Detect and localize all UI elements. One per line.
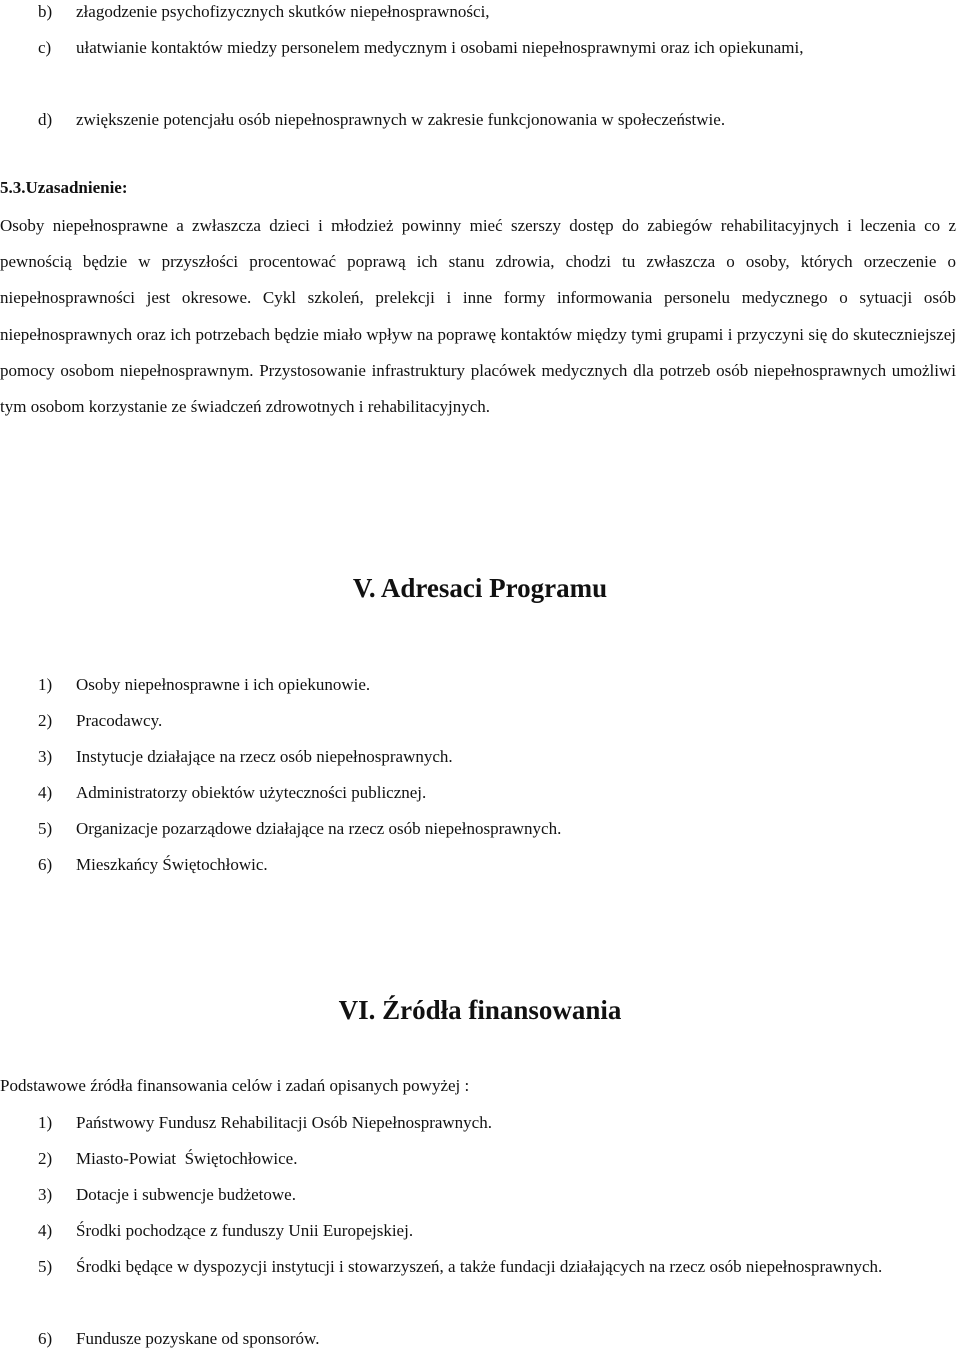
list-text: Instytucje działające na rzecz osób niepełnosprawnych.: [76, 747, 453, 766]
list-item: [0, 1213, 956, 1249]
list-marker: 3): [38, 747, 53, 766]
list-text: Środki pochodzące z funduszy Unii Europejskiej.: [76, 1221, 414, 1240]
funding-list: [0, 1105, 956, 1357]
list-item: [0, 1249, 956, 1321]
list-item: [0, 1105, 956, 1141]
list-item: [0, 739, 956, 775]
list-text: złagodzenie psychofizycznych skutków niepełnosprawności,: [76, 2, 490, 21]
list-item: [0, 102, 956, 138]
list-item: [0, 775, 956, 811]
list-text: Mieszkańcy Świętochłowic.: [76, 855, 268, 874]
list-marker: d): [38, 110, 53, 129]
list-marker: 2): [38, 711, 53, 730]
chapter-heading: VI. Źródła finansowania: [338, 995, 622, 1025]
list-item: [0, 811, 956, 847]
list-item: [0, 703, 956, 739]
list-item: [0, 1141, 956, 1177]
list-marker: 6): [38, 1329, 53, 1348]
list-marker: 1): [38, 1113, 53, 1132]
recipients-list: [0, 667, 956, 883]
list-item: [0, 30, 956, 102]
goals-list: [0, 0, 956, 138]
list-item: [0, 1177, 956, 1213]
list-text: Administratorzy obiektów użyteczności publicznej.: [76, 783, 427, 802]
section-body: Osoby niepełnosprawne a zwłaszcza dzieci i młodzież powinny mieć szerszy dostęp do zabiegów rehabilitacyjnych i leczenia co z pewnością będzie w przyszłości procentować poprawą ich stanu zdrowia, chodzi tu zwłaszcza o osoby, których orzeczenie o niepełnosprawności jest okresowe. Cykl szkoleń, prelekcji i inne formy informowania personelu medycznego o sytuacji osób niepełnosprawnych oraz ich potrzebach będzie miało wpływ na poprawę kontaktów między tymi grupami i przyczyni się do skuteczniejszej pomocy osobom niepełnosprawnym. Przystosowanie infrastruktury placówek medycznych dla potrzeb osób niepełnosprawnych umożliwi tym osobom korzystanie ze świadczeń zdrowotnych i rehabilitacyjnych.: [0, 216, 956, 417]
list-item: [0, 667, 956, 703]
list-marker: 3): [38, 1185, 53, 1204]
list-marker: c): [38, 38, 52, 57]
list-item: [0, 1321, 956, 1357]
list-item: [0, 0, 956, 30]
list-marker: 1): [38, 675, 53, 694]
list-marker: 2): [38, 1149, 53, 1168]
list-marker: b): [38, 2, 53, 21]
section-title: 5.3.Uzasadnienie:: [0, 178, 128, 197]
list-text: zwiększenie potencjału osób niepełnosprawnych w zakresie funkcjonowania w społeczeństwie.: [76, 110, 726, 129]
list-text: Osoby niepełnosprawne i ich opiekunowie.: [76, 675, 371, 694]
list-text: Pracodawcy.: [76, 711, 163, 730]
chapter-intro: Podstawowe źródła finansowania celów i zadań opisanych powyżej :: [0, 1076, 470, 1095]
list-marker: 6): [38, 855, 53, 874]
list-marker: 4): [38, 783, 53, 802]
list-text: ułatwianie kontaktów miedzy personelem medycznym i osobami niepełnosprawnymi oraz ich opiekunami,: [76, 38, 804, 57]
list-item: [0, 847, 956, 883]
chapter-heading: V. Adresaci Programu: [352, 573, 608, 603]
list-marker: 5): [38, 819, 53, 838]
list-text: Środki będące w dyspozycji instytucji i stowarzyszeń, a także fundacji działających na rzecz osób niepełnosprawnych.: [76, 1257, 883, 1276]
list-text: Fundusze pozyskane od sponsorów.: [76, 1329, 320, 1348]
list-marker: 5): [38, 1257, 53, 1276]
list-marker: 4): [38, 1221, 53, 1240]
list-text: Dotacje i subwencje budżetowe.: [76, 1185, 296, 1204]
list-text: Miasto-Powiat Świętochłowice.: [76, 1149, 298, 1168]
list-text: Państwowy Fundusz Rehabilitacji Osób Niepełnosprawnych.: [76, 1113, 492, 1132]
list-text: Organizacje pozarządowe działające na rzecz osób niepełnosprawnych.: [76, 819, 562, 838]
